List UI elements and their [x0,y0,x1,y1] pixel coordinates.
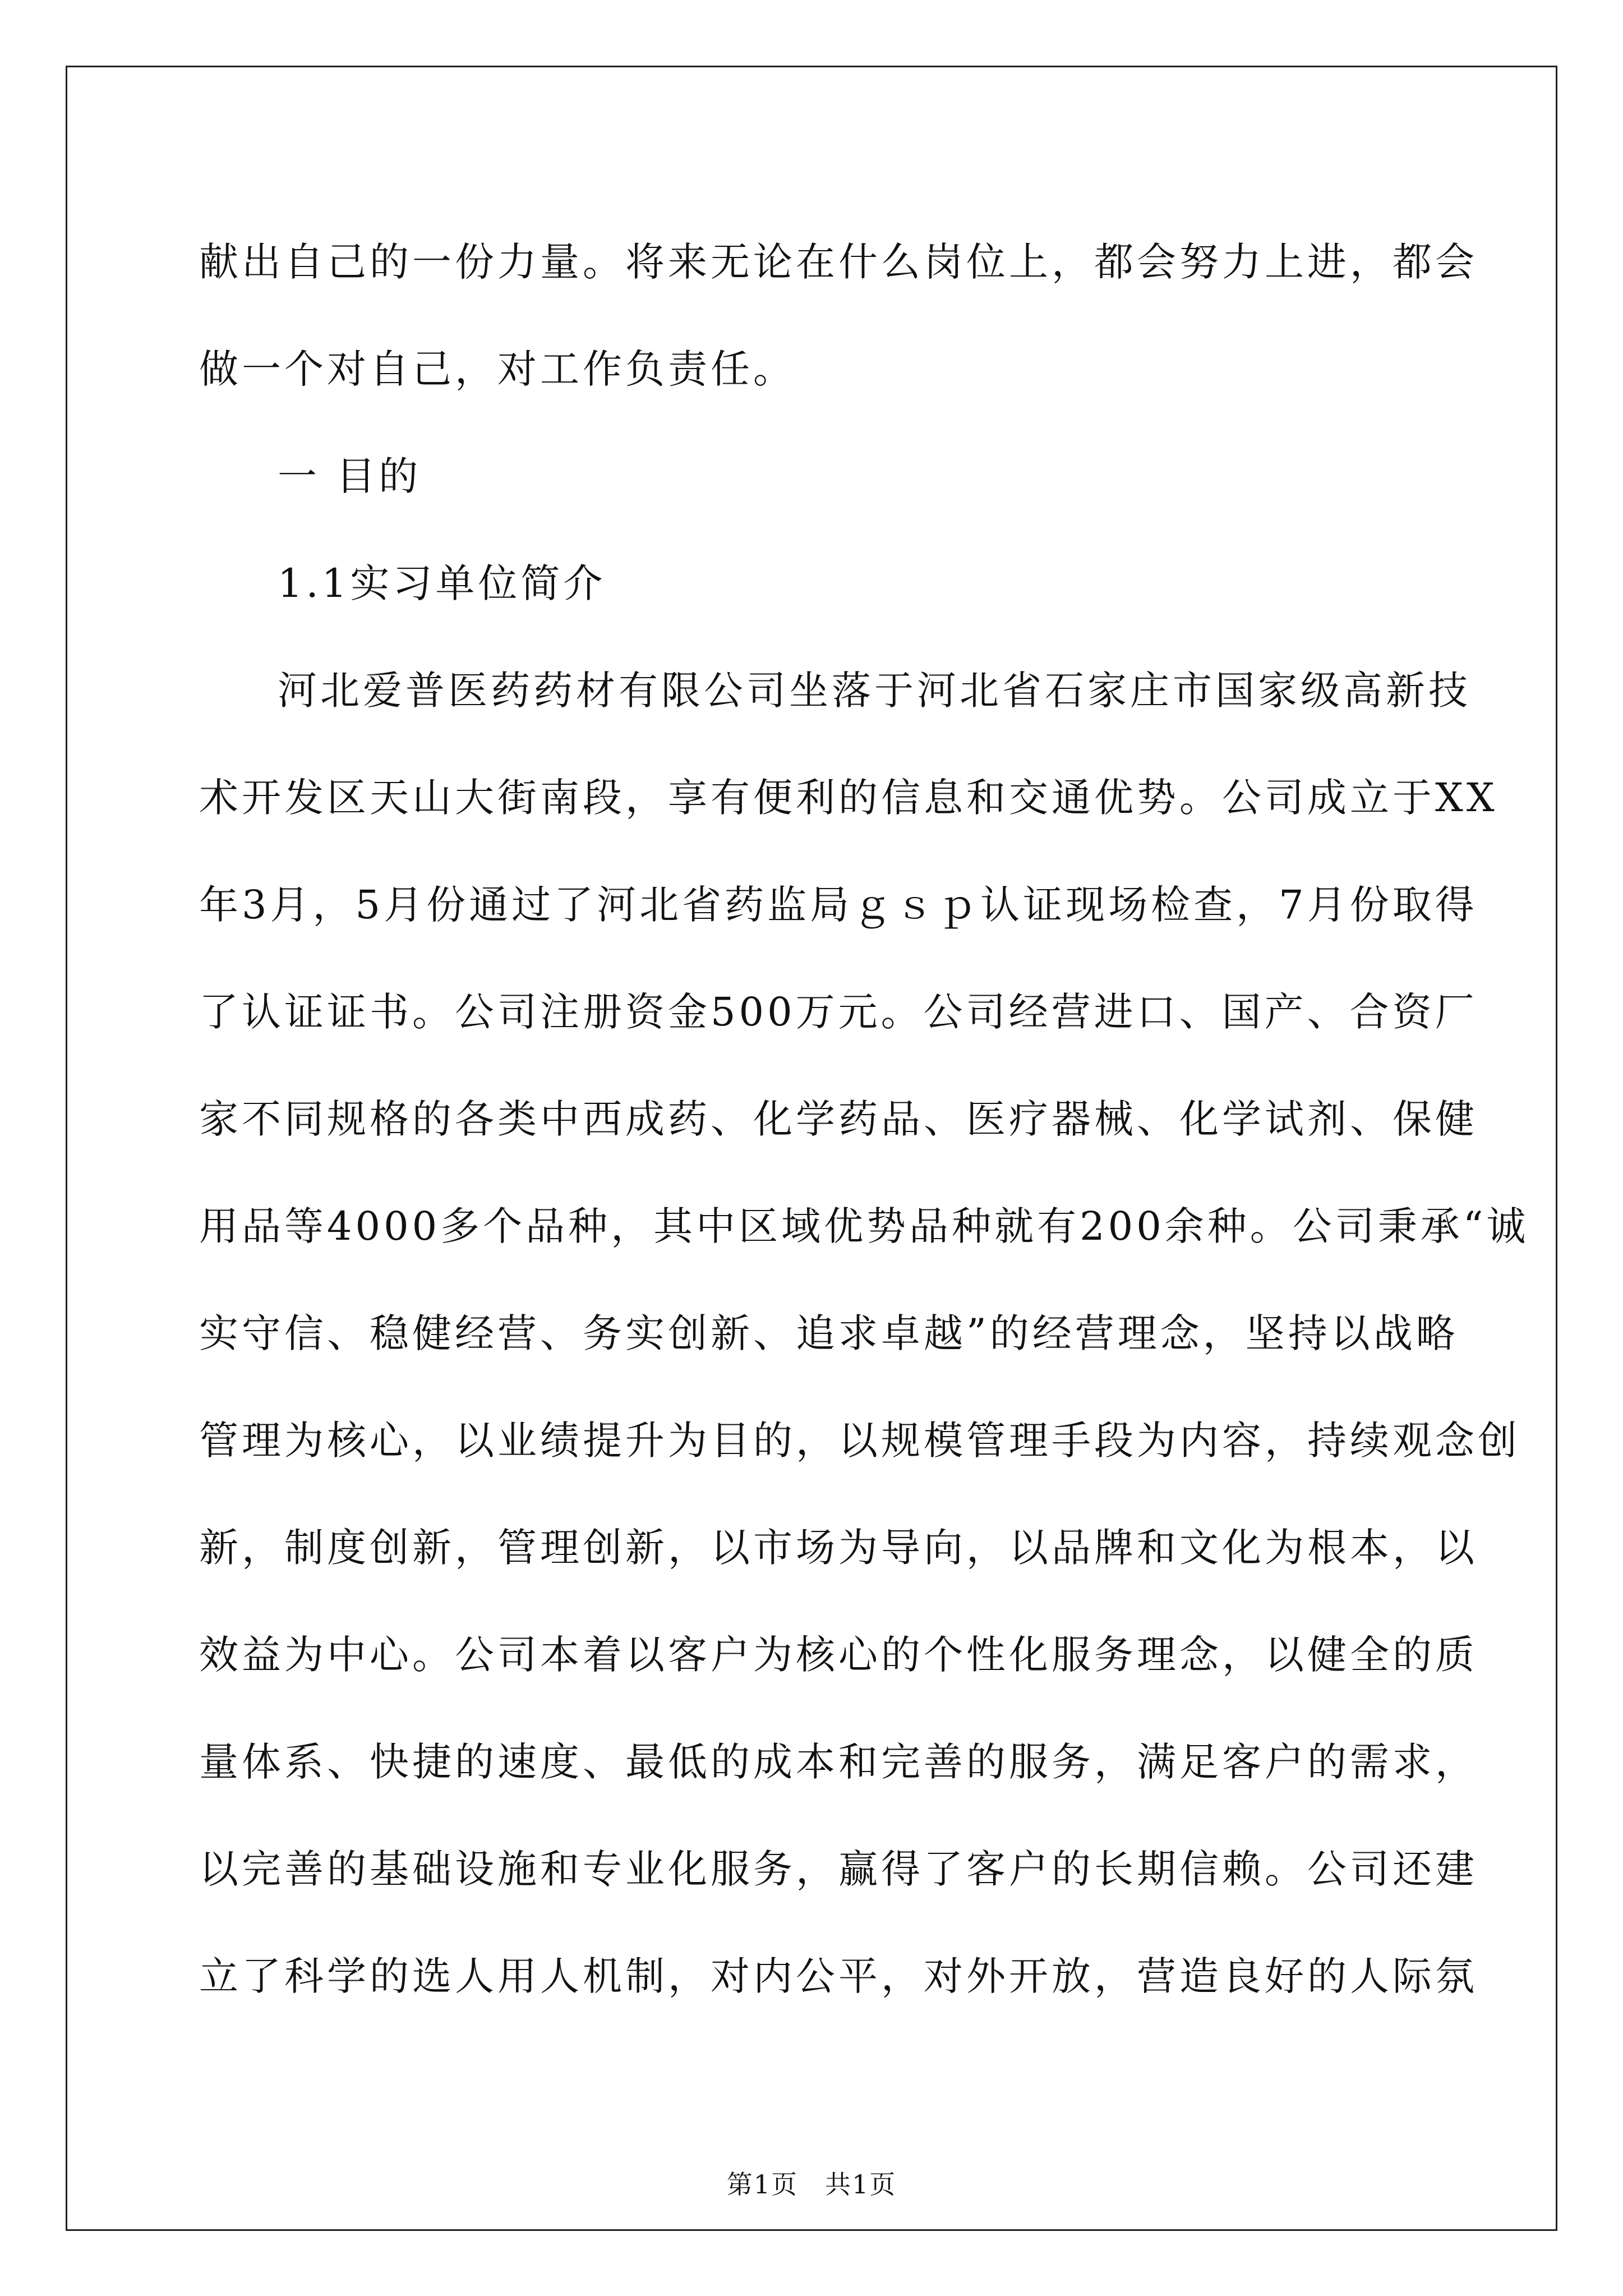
text-line: 家不同规格的各类中西成药、化学药品、医疗器械、化学试剂、保健 [199,1096,1478,1142]
text-line: 以完善的基础设施和专业化服务，赢得了客户的长期信赖。公司还建 [199,1846,1478,1892]
text-line: 术开发区天山大街南段，享有便利的信息和交通优势。公司成立于XX [199,775,1498,821]
text-line: 献出自己的一份力量。将来无论在什么岗位上，都会努力上进，都会 [199,239,1478,285]
text-line: 管理为核心，以业绩提升为目的，以规模管理手段为内容，持续观念创 [199,1418,1520,1464]
document-body [199,209,1529,2030]
text-line: 量体系、快捷的速度、最低的成本和完善的服务，满足客户的需求， [199,1739,1478,1785]
text-line: 了认证证书。公司注册资金500万元。公司经营进口、国产、合资厂 [199,989,1478,1035]
section-heading: 一 目的 [278,453,422,499]
text-line: 用品等4000多个品种，其中区域优势品种就有200余种。公司秉承“诚 [199,1203,1529,1249]
text-line: 河北爱普医药药材有限公司坐落于河北省石家庄市国家级高新技 [278,668,1471,714]
page-total: 共1页 [825,2169,897,2200]
page-footer [0,2164,1623,2201]
subsection-heading: 1.1实习单位简介 [278,560,606,606]
text-line: 做一个对自己，对工作负责任。 [199,346,796,392]
text-line: 效益为中心。公司本着以客户为核心的个性化服务理念，以健全的质 [199,1632,1478,1678]
text-line: 年3月，5月份通过了河北省药监局ｇｓｐ认证现场检查，7月份取得 [199,882,1478,928]
page-number: 第1页 [726,2169,798,2200]
text-line: 新，制度创新，管理创新，以市场为导向，以品牌和文化为根本，以 [199,1525,1478,1571]
text-line: 立了科学的选人用人机制，对内公平，对外开放，营造良好的人际氛 [199,1953,1478,1999]
text-line: 实守信、稳健经营、务实创新、追求卓越”的经营理念，坚持以战略 [199,1310,1459,1356]
